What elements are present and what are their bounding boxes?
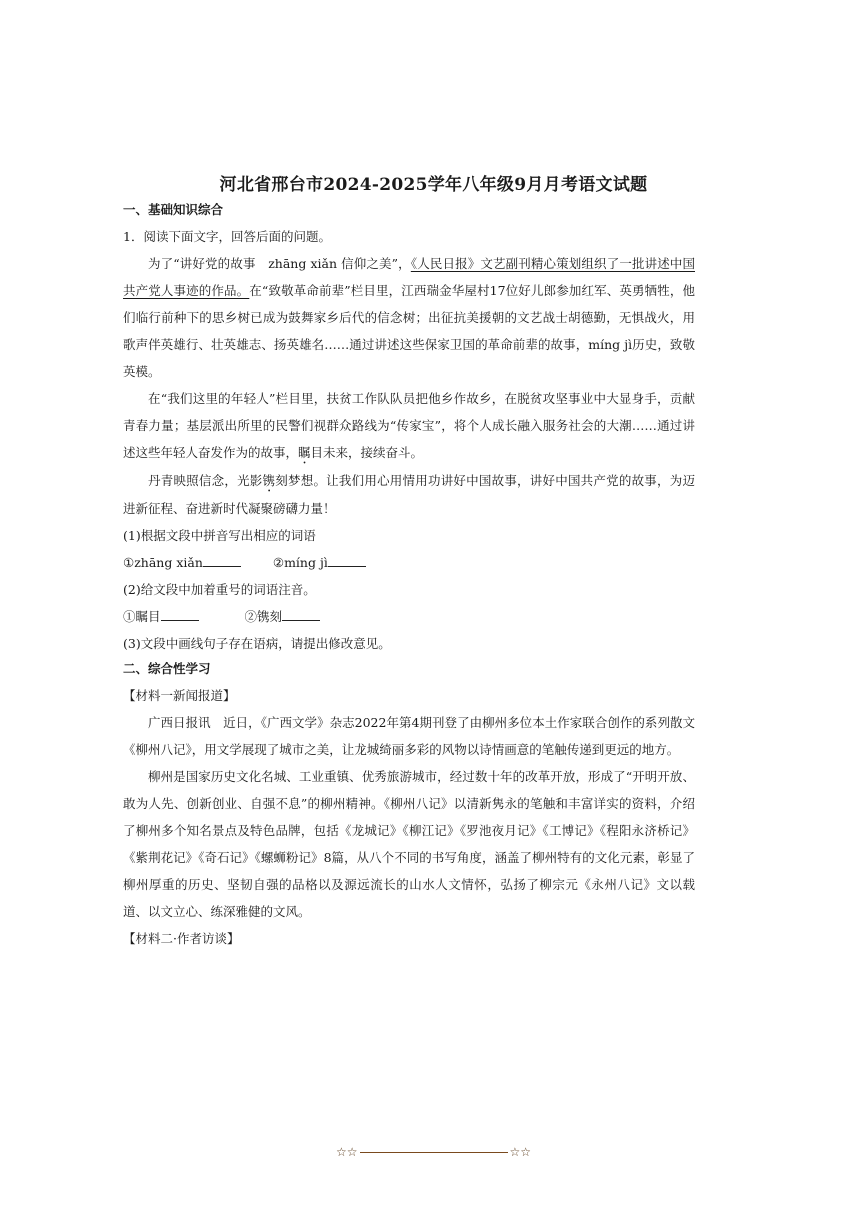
passage-paragraph-2 (123, 385, 695, 467)
passage-paragraph-3 (123, 467, 695, 522)
section2-heading: 二、综合性学习 (123, 661, 211, 676)
p3-rest: 刻梦想。让我们用心用情用功讲好中国故事，讲好中国共产党的故事，为迈进新征程、奋进新时代凝聚磅礴力量！ (123, 473, 695, 516)
phonetic-item-2: ②镌刻 (244, 609, 283, 624)
answer-blank-2[interactable] (328, 554, 366, 567)
answer-blank-4[interactable] (282, 608, 320, 621)
underlined-sentence: 《人民日报》文艺副刊精心策划组织了一批讲述中国共产党人事迹的作品。 (123, 256, 695, 298)
footer-stars-right: ☆☆ (509, 1145, 532, 1159)
question1-intro: 1．阅读下面文字，回答后面的问题。 (123, 229, 331, 244)
material2-label: 【材料二·作者访谈】 (123, 931, 240, 946)
p3-lead: 丹青映照信念，光影 (148, 473, 263, 488)
emphasis-char-zhu: 瞩 (298, 445, 311, 460)
answer-blank-1[interactable] (203, 554, 241, 567)
subquestion-2-answers (123, 603, 695, 630)
p1-rest: 在“致敬革命前辈”栏目里，江西瑞金华屋村17位好儿郎参加红军、英勇牺牲，他们临行前种下的思乡树已成为鼓舞家乡后代的信念树；出征抗美援朝的文艺战士胡德勤，无惧战火，用歌声伴英雄行、壮英雄志、扬英雄名……通过讲述这些保家卫国的革命前辈的故事，míng jì历史，致敬英模。 (123, 283, 695, 379)
material1-label: 【材料一新闻报道】 (123, 688, 236, 703)
section-basic-knowledge (123, 196, 695, 657)
passage-paragraph-1 (123, 250, 695, 385)
footer-divider-line (360, 1152, 508, 1153)
section1-heading: 一、基础知识综合 (123, 202, 224, 217)
material1-paragraph-1: 广西日报讯 近日，《广西文学》杂志2022年第4期刊登了由柳州多位本土作家联合创作的系列散文《柳州八记》，用文学展现了城市之美，让龙城绮丽多彩的风物以诗情画意的笔触传递到更远的地方。 (123, 715, 695, 757)
subquestion-2: (2)给文段中加着重号的词语注音。 (123, 582, 316, 597)
pinyin-item-1: ①zhāng xiǎn (123, 555, 203, 570)
pinyin-item-2: ②míng jì (272, 555, 328, 570)
subquestion-1-answers (123, 549, 695, 576)
emphasis-char-juan: 镌 (262, 473, 276, 488)
phonetic-item-1: ①瞩目 (123, 609, 161, 624)
material1-paragraph-2: 柳州是国家历史文化名城、工业重镇、优秀旅游城市，经过数十年的改革开放，形成了“开明开放、敢为人先、创新创业、自强不息”的柳州精神。《柳州八记》以清新隽永的笔触和丰富详实的资料，介绍了柳州多个知名景点及特色品牌，包括《龙城记》《柳江记》《罗池夜月记》《工博记》《程阳永济桥记》《紫荆花记》《奇石记》《螺蛳粉记》8篇，从八个不同的书写角度，涵盖了柳州特有的文化元素，彰显了柳州厚重的历史、坚韧自强的品格以及源远流长的山水人文情怀，弘扬了柳宗元《永州八记》文以载道、以文立心、练深雅健的文风。 (123, 769, 695, 919)
subquestion-3: (3)文段中画线句子存在语病，请提出修改意见。 (123, 636, 391, 651)
footer-stars-left: ☆☆ (335, 1145, 358, 1159)
subquestion-1: (1)根据文段中拼音写出相应的词语 (123, 528, 316, 543)
page-footer-ornament (0, 1145, 867, 1159)
answer-blank-3[interactable] (161, 608, 199, 621)
p2-lead: 在“我们这里的年轻人”栏目里，扶贫工作队队员把他乡作故乡，在脱贫攻坚事业中大显身手，贡献青春力量；基层派出所里的民警们视群众路线为“传家宝”，将个人成长融入服务社会的大潮……通过讲述这些年轻人奋发作为的故事， (123, 391, 695, 460)
section-comprehensive-study (123, 655, 695, 952)
exam-title: 河北省邢台市2024-2025学年八年级9月月考语文试题 (219, 175, 648, 195)
p1-lead: 为了“讲好党的故事 zhāng xiǎn 信仰之美”， (148, 256, 411, 271)
p2-rest: 目未来，接续奋斗。 (310, 445, 424, 460)
